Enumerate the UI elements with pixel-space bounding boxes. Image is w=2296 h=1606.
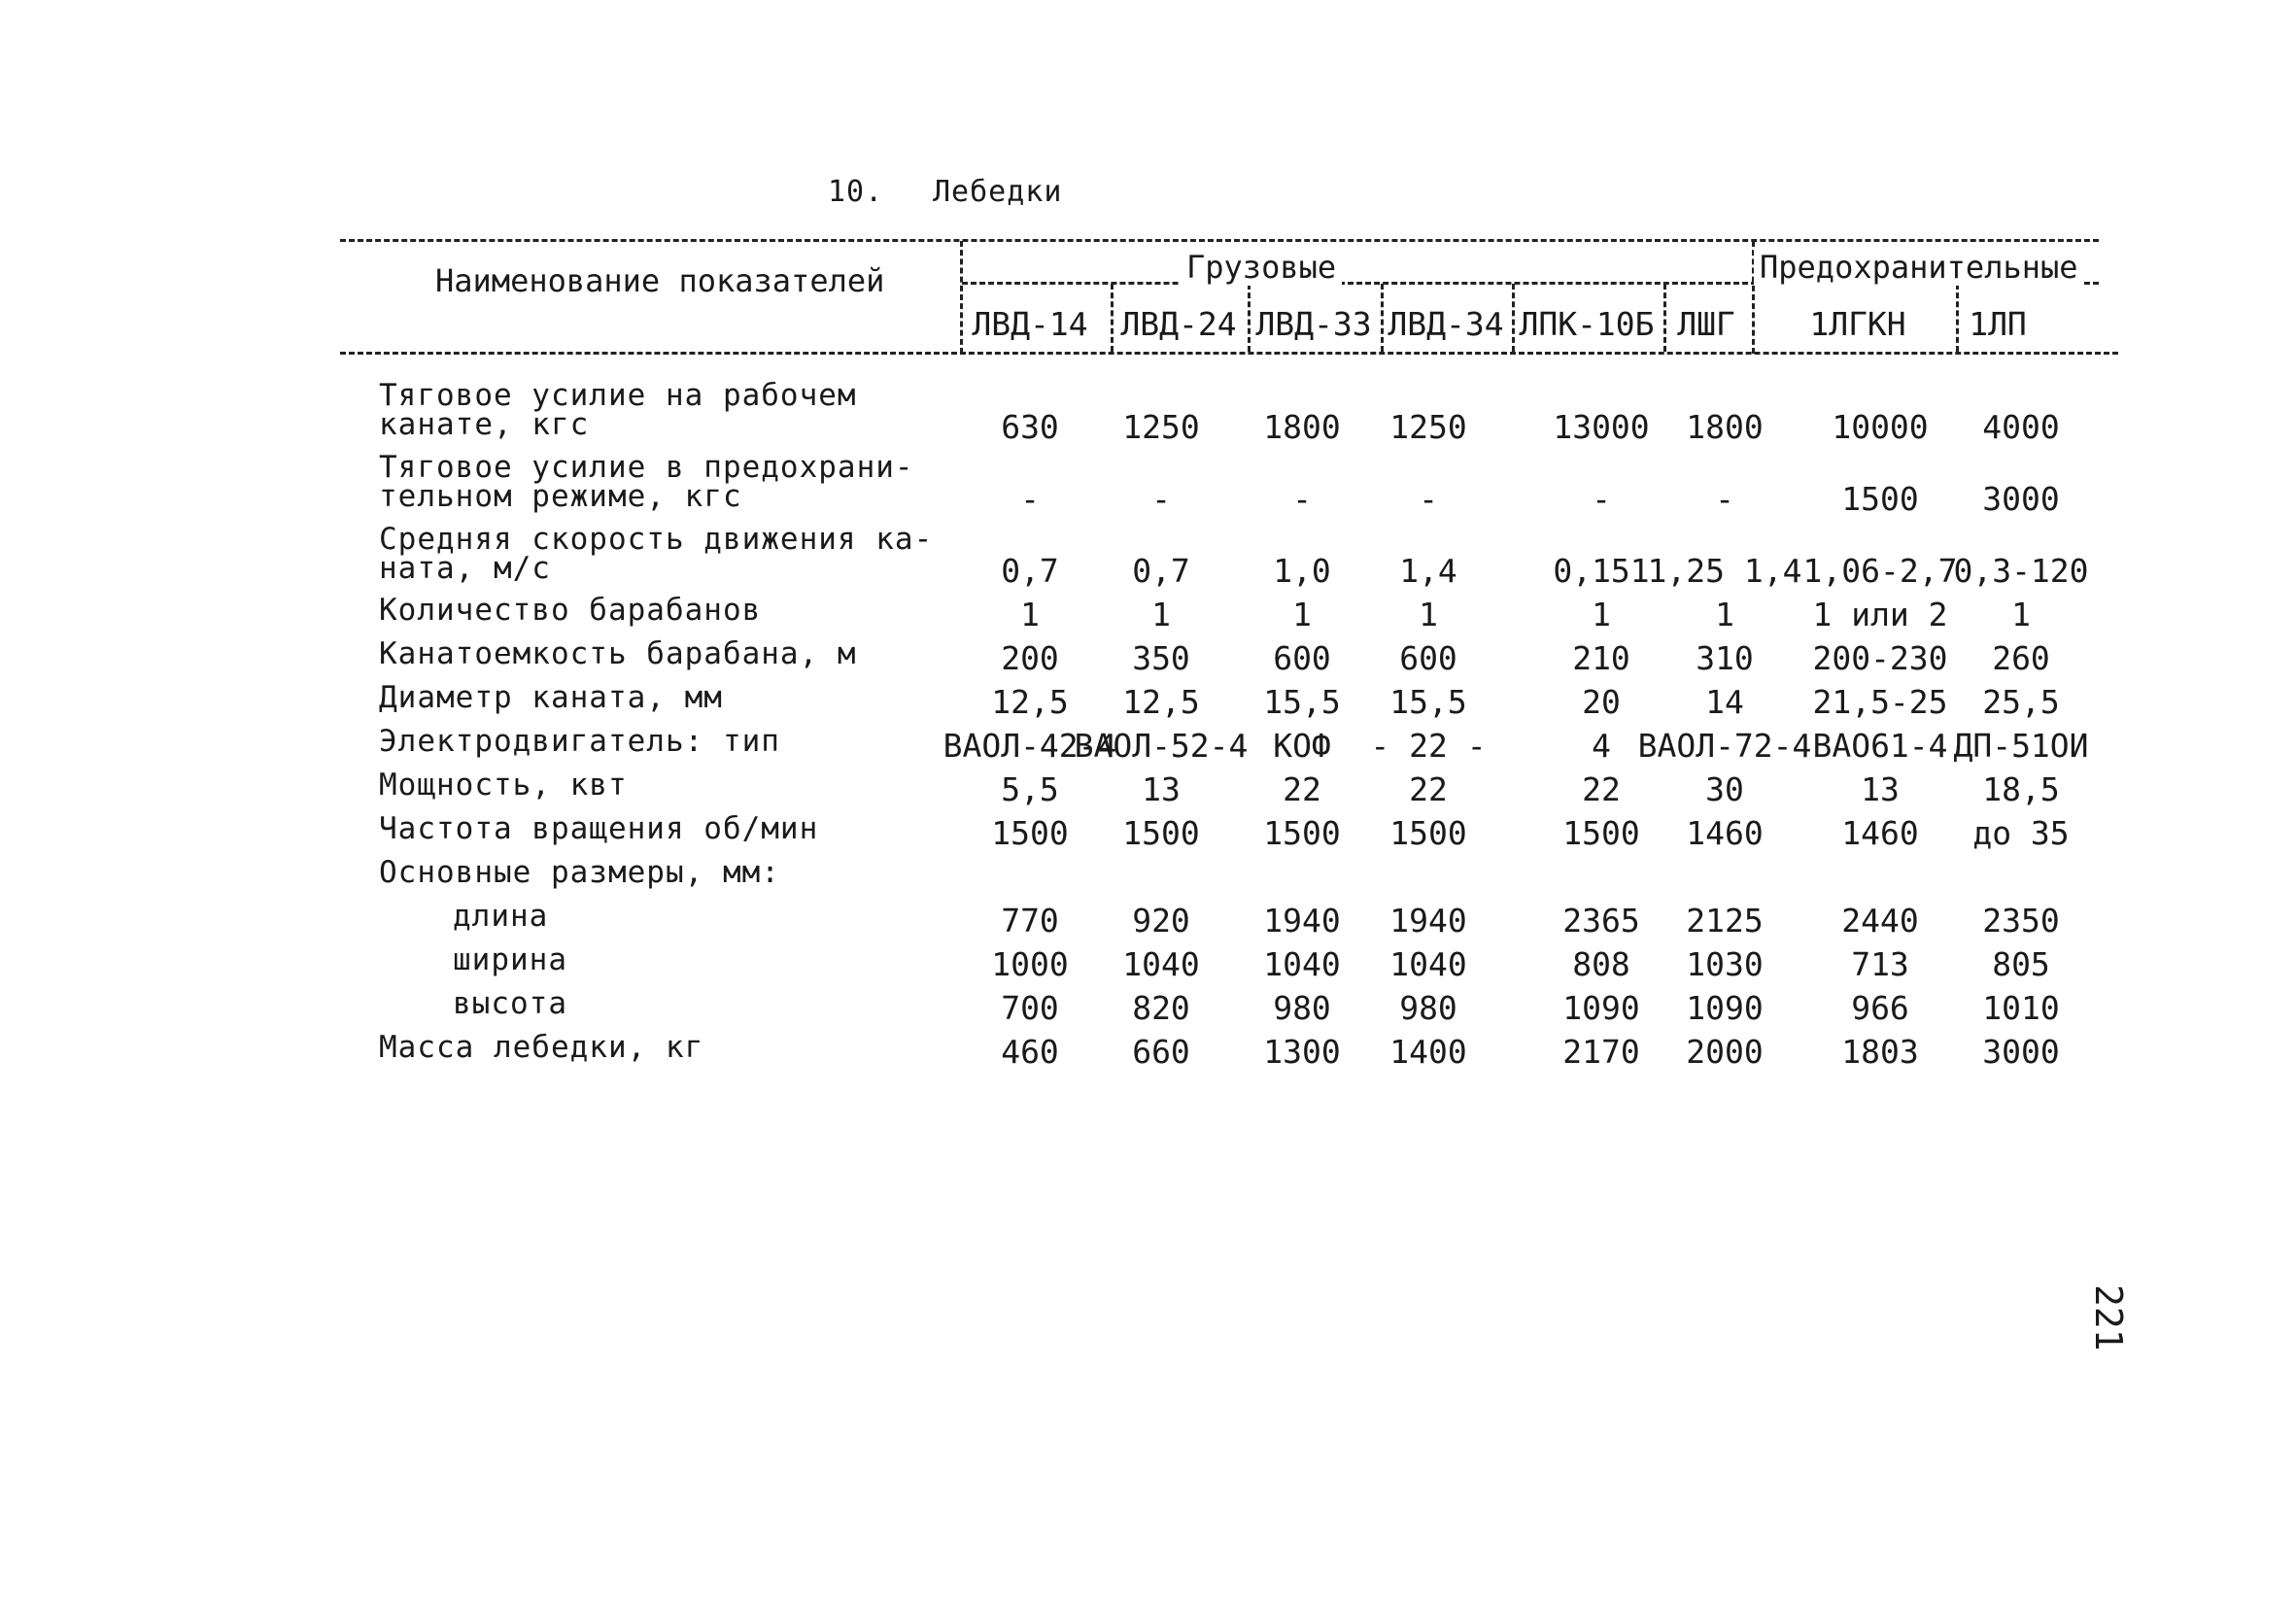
table-cell: 15,5 bbox=[1263, 683, 1341, 721]
table-cell: 460 bbox=[1001, 1033, 1059, 1071]
table-cell: 805 bbox=[1992, 945, 2050, 983]
model-header: ЛВД-14 bbox=[972, 305, 1088, 343]
table-cell: 820 bbox=[1132, 989, 1190, 1027]
row-label: Количество барабанов bbox=[379, 593, 762, 628]
table-cell: 10000 bbox=[1832, 408, 1929, 446]
table-cell: 1,25 1,4 bbox=[1647, 552, 1802, 590]
table-cell: 30 bbox=[1705, 770, 1744, 808]
row-label: высота bbox=[453, 986, 567, 1021]
table-cell: 1 bbox=[1020, 596, 1040, 633]
table-cell: 1 bbox=[1715, 596, 1734, 633]
table-cell: 12,5 bbox=[991, 683, 1069, 721]
table-cell: 1000 bbox=[991, 945, 1069, 983]
header-bottom-rule bbox=[340, 352, 2118, 355]
table-cell: 2170 bbox=[1562, 1033, 1640, 1071]
table-cell: 13000 bbox=[1553, 408, 1650, 446]
table-cell: 260 bbox=[1992, 639, 2050, 677]
table-cell: 980 bbox=[1399, 989, 1457, 1027]
row-label: ширина bbox=[453, 942, 567, 977]
row-label: Мощность, квт bbox=[379, 768, 628, 803]
table-cell: 200 bbox=[1001, 639, 1059, 677]
table-cell: 1940 bbox=[1263, 902, 1341, 940]
table-cell: 1,4 bbox=[1399, 552, 1457, 590]
table-cell: 1400 bbox=[1389, 1033, 1467, 1071]
table-cell: до 35 bbox=[1972, 814, 2070, 852]
table-cell: - bbox=[1292, 480, 1312, 518]
table-cell: 1500 bbox=[1122, 814, 1200, 852]
table-cell: 2000 bbox=[1686, 1033, 1764, 1071]
table-cell: 350 bbox=[1132, 639, 1190, 677]
table-cell: 1090 bbox=[1686, 989, 1764, 1027]
table-cell: 15,5 bbox=[1389, 683, 1467, 721]
table-cell: 1800 bbox=[1686, 408, 1764, 446]
table-cell: 310 bbox=[1696, 639, 1754, 677]
table-cell: 25,5 bbox=[1982, 683, 2060, 721]
table-cell: 1 bbox=[1151, 596, 1171, 633]
table-cell: 1460 bbox=[1686, 814, 1764, 852]
table-cell: 660 bbox=[1132, 1033, 1190, 1071]
table-cell: 1090 bbox=[1562, 989, 1640, 1027]
table-cell: 0,7 bbox=[1001, 552, 1059, 590]
model-header: ЛПК-10Б bbox=[1519, 305, 1655, 343]
table-cell: 1040 bbox=[1263, 945, 1341, 983]
table-cell: 600 bbox=[1399, 639, 1457, 677]
table-cell: 1 bbox=[1592, 596, 1611, 633]
table-cell: 1 bbox=[2011, 596, 2031, 633]
table-cell: 1 bbox=[1292, 596, 1312, 633]
row-label: Электродвигатель: тип bbox=[379, 724, 780, 759]
table-cell: 1,0 bbox=[1273, 552, 1331, 590]
table-cell: 1800 bbox=[1263, 408, 1341, 446]
table-cell: 0,151 bbox=[1553, 552, 1650, 590]
table-cell: 1500 bbox=[1263, 814, 1341, 852]
table-cell: 22 bbox=[1283, 770, 1321, 808]
table-cell: ВАОЛ-52-4 bbox=[1074, 727, 1249, 765]
table-cell: 920 bbox=[1132, 902, 1190, 940]
table-cell: 21,5-25 bbox=[1812, 683, 1948, 721]
row-label: Масса лебедки, кг bbox=[379, 1030, 704, 1065]
header-separator bbox=[1512, 284, 1515, 352]
page-number: 221 bbox=[2087, 1284, 2130, 1351]
table-cell: 13 bbox=[1142, 770, 1181, 808]
table-cell: 1010 bbox=[1982, 989, 2060, 1027]
table-cell: 1250 bbox=[1122, 408, 1200, 446]
table-cell: ВАОЛ-42-4 bbox=[942, 727, 1117, 765]
table-cell: 12,5 bbox=[1122, 683, 1200, 721]
indicator-header: Наименование показателей bbox=[435, 262, 885, 299]
model-header: 1ЛГКН bbox=[1809, 305, 1906, 343]
table-cell: 5,5 bbox=[1001, 770, 1059, 808]
row-label: Средняя скорость движения ка- ната, м/с bbox=[379, 522, 934, 586]
table-cell: 13 bbox=[1861, 770, 1900, 808]
table-cell: 4000 bbox=[1982, 408, 2060, 446]
row-label: Основные размеры, мм: bbox=[379, 855, 780, 890]
table-cell: 1250 bbox=[1389, 408, 1467, 446]
row-label: Тяговое усилие в предохрани- тельном режиме, кгс bbox=[379, 450, 914, 514]
table-cell: 1803 bbox=[1841, 1033, 1919, 1071]
table-cell: 2125 bbox=[1686, 902, 1764, 940]
row-label: Частота вращения об/мин bbox=[379, 811, 819, 846]
table-cell: 1 или 2 bbox=[1812, 596, 1948, 633]
table-cell: 200-230 bbox=[1812, 639, 1948, 677]
table-cell: ВАО61-4 bbox=[1812, 727, 1948, 765]
table-cell: 1300 bbox=[1263, 1033, 1341, 1071]
table-cell: - bbox=[1715, 480, 1734, 518]
table-cell: 966 bbox=[1851, 989, 1909, 1027]
row-label: длина bbox=[453, 899, 549, 934]
table-cell: 1940 bbox=[1389, 902, 1467, 940]
table-cell: 1040 bbox=[1389, 945, 1467, 983]
section-number: 10. bbox=[828, 175, 884, 209]
header-top-rule bbox=[340, 239, 2099, 242]
table-cell: 808 bbox=[1572, 945, 1630, 983]
table-cell: КОФ bbox=[1273, 727, 1331, 765]
row-label: Тяговое усилие на рабочем канате, кгс bbox=[379, 378, 857, 442]
header-separator bbox=[1956, 284, 1959, 352]
table-cell: 0,3-120 bbox=[1953, 552, 2089, 590]
table-cell: 1460 bbox=[1841, 814, 1919, 852]
table-cell: - bbox=[1592, 480, 1611, 518]
table-cell: 713 bbox=[1851, 945, 1909, 983]
row-label: Диаметр каната, мм bbox=[379, 680, 723, 715]
table-cell: 22 bbox=[1409, 770, 1448, 808]
table-cell: ДП-51ОИ bbox=[1953, 727, 2089, 765]
table-cell: - bbox=[1419, 480, 1438, 518]
table-cell: 0,7 bbox=[1132, 552, 1190, 590]
header-separator bbox=[1663, 284, 1666, 352]
table-cell: 20 bbox=[1582, 683, 1621, 721]
table-cell: 2365 bbox=[1562, 902, 1640, 940]
table-cell: 22 bbox=[1582, 770, 1621, 808]
table-cell: 1500 bbox=[1562, 814, 1640, 852]
model-header: ЛВД-34 bbox=[1388, 305, 1504, 343]
group-safety-header: Предохранительные bbox=[1754, 249, 2084, 286]
table-cell: 1,06-2,7 bbox=[1802, 552, 1958, 590]
header-separator bbox=[960, 241, 963, 354]
table-cell: - bbox=[1020, 480, 1040, 518]
table-cell: ВАОЛ-72-4 bbox=[1637, 727, 1812, 765]
table-cell: 210 bbox=[1572, 639, 1630, 677]
table-cell: 1500 bbox=[991, 814, 1069, 852]
table-cell: 3000 bbox=[1982, 480, 2060, 518]
table-cell: 2350 bbox=[1982, 902, 2060, 940]
table-cell: 14 bbox=[1705, 683, 1744, 721]
table-cell: 600 bbox=[1273, 639, 1331, 677]
model-header: 1ЛП bbox=[1969, 305, 2027, 343]
table-cell: 1040 bbox=[1122, 945, 1200, 983]
table-cell: - bbox=[1151, 480, 1171, 518]
table-cell: 3000 bbox=[1982, 1033, 2060, 1071]
header-separator bbox=[1111, 284, 1114, 352]
table-cell: 1500 bbox=[1389, 814, 1467, 852]
table-cell: 700 bbox=[1001, 989, 1059, 1027]
table-cell: 980 bbox=[1273, 989, 1331, 1027]
group-cargo-header: Грузовые bbox=[1181, 249, 1342, 286]
header-separator bbox=[1248, 284, 1251, 352]
table-cell: 630 bbox=[1001, 408, 1059, 446]
table-cell: 1500 bbox=[1841, 480, 1919, 518]
table-cell: 1030 bbox=[1686, 945, 1764, 983]
model-header: ЛШГ bbox=[1677, 305, 1735, 343]
table-cell: 18,5 bbox=[1982, 770, 2060, 808]
model-header: ЛВД-24 bbox=[1120, 305, 1237, 343]
section-title: Лебедки bbox=[933, 175, 1063, 209]
table-cell: 4 bbox=[1592, 727, 1611, 765]
table-cell: 2440 bbox=[1841, 902, 1919, 940]
table-cell: - 22 - bbox=[1370, 727, 1487, 765]
table-cell: 770 bbox=[1001, 902, 1059, 940]
model-header: ЛВД-33 bbox=[1255, 305, 1372, 343]
row-label: Канатоемкость барабана, м bbox=[379, 636, 857, 671]
header-separator bbox=[1381, 284, 1384, 352]
table-cell: 1 bbox=[1419, 596, 1438, 633]
